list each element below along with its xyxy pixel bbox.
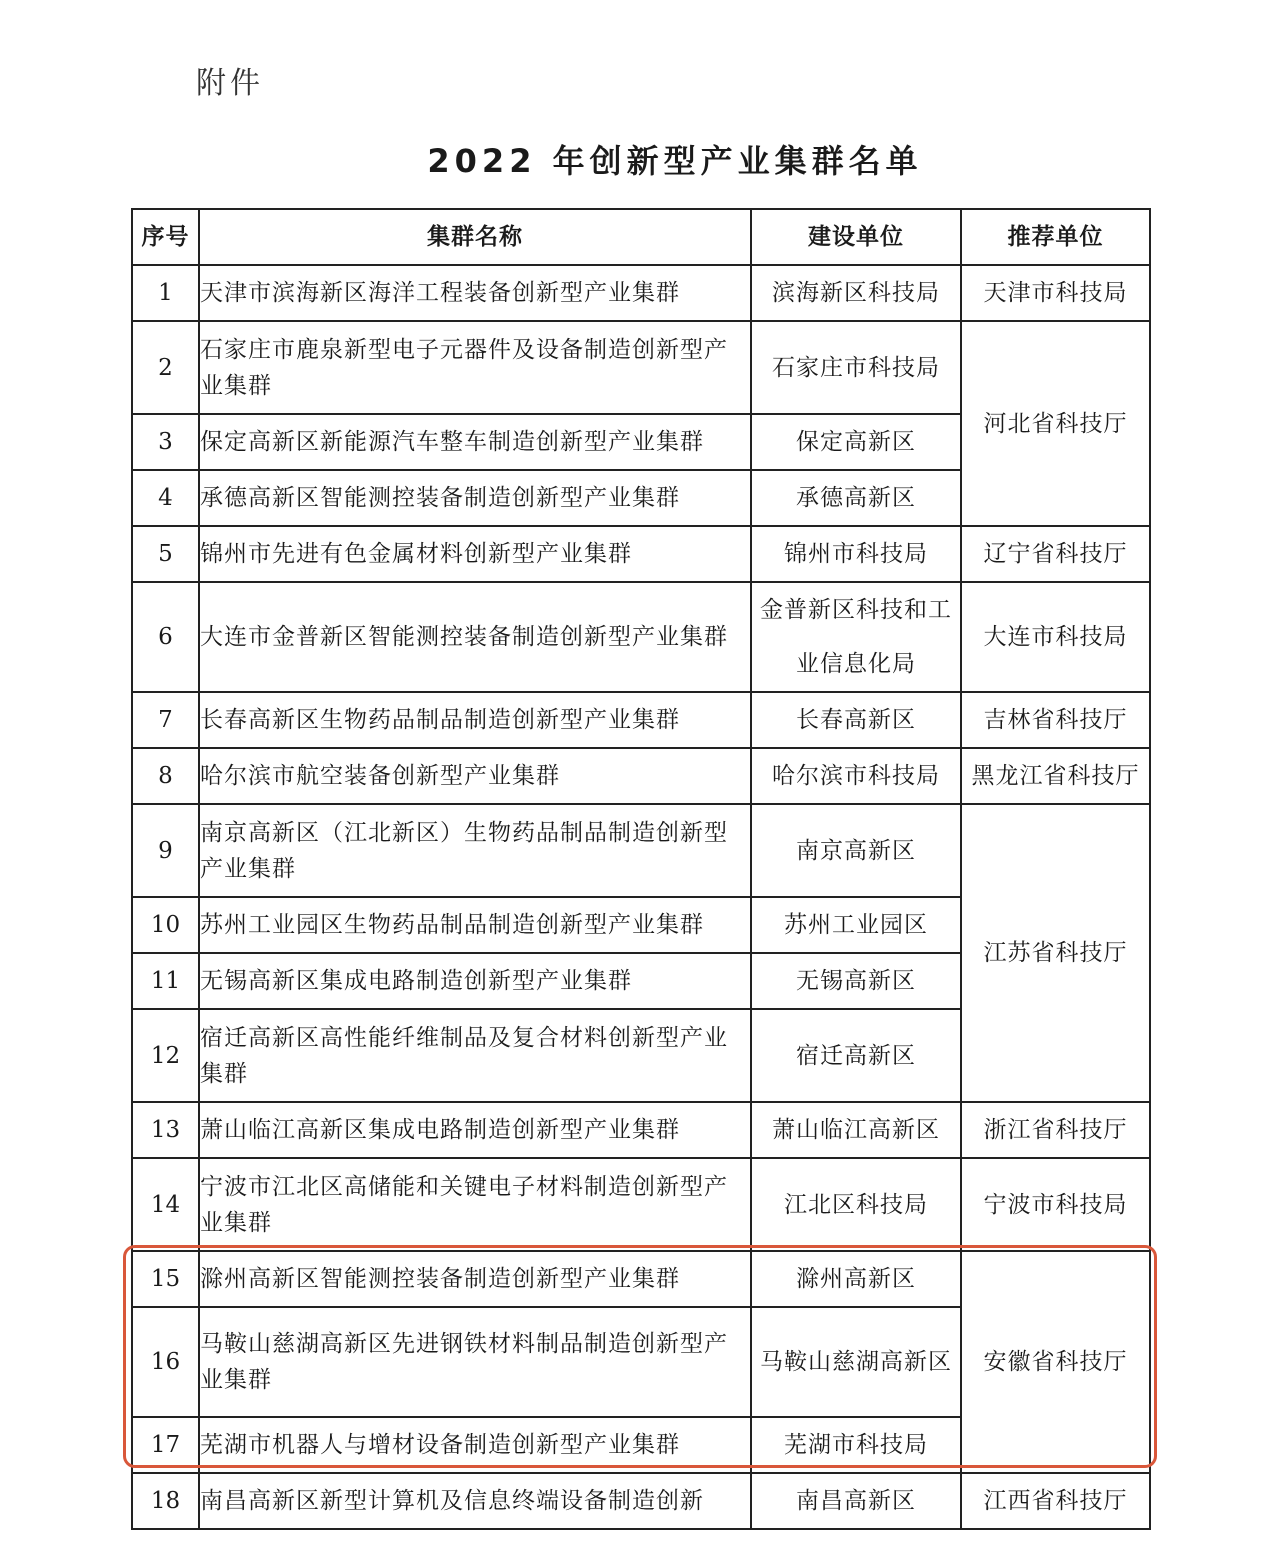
row-name: 无锡高新区集成电路制造创新型产业集群 — [199, 953, 751, 1009]
row-seq: 4 — [132, 470, 199, 526]
row-builder: 苏州工业园区 — [751, 897, 961, 953]
table-row — [132, 1158, 1150, 1251]
table-row — [132, 265, 1150, 321]
row-seq: 16 — [132, 1307, 199, 1417]
row-name: 保定高新区新能源汽车整车制造创新型产业集群 — [199, 414, 751, 470]
row-name: 宿迁高新区高性能纤维制品及复合材料创新型产业集群 — [199, 1009, 751, 1102]
row-seq: 2 — [132, 321, 199, 414]
header-recommender: 推荐单位 — [961, 209, 1150, 265]
row-seq: 11 — [132, 953, 199, 1009]
row-builder: 哈尔滨市科技局 — [751, 748, 961, 804]
row-seq: 15 — [132, 1251, 199, 1307]
table-header-row — [132, 209, 1150, 265]
row-builder: 南昌高新区 — [751, 1473, 961, 1529]
row-seq: 10 — [132, 897, 199, 953]
row-recommender: 安徽省科技厅 — [961, 1251, 1150, 1473]
row-recommender: 大连市科技局 — [961, 582, 1150, 692]
attachment-label: 附件 — [196, 66, 264, 101]
row-recommender: 宁波市科技局 — [961, 1158, 1150, 1251]
row-name: 宁波市江北区高储能和关键电子材料制造创新型产业集群 — [199, 1158, 751, 1251]
table-row — [132, 692, 1150, 748]
row-recommender: 浙江省科技厅 — [961, 1102, 1150, 1158]
table-row — [132, 804, 1150, 897]
row-builder: 承德高新区 — [751, 470, 961, 526]
table-row — [132, 748, 1150, 804]
row-builder: 萧山临江高新区 — [751, 1102, 961, 1158]
row-builder: 宿迁高新区 — [751, 1009, 961, 1102]
row-seq: 1 — [132, 265, 199, 321]
row-recommender: 吉林省科技厅 — [961, 692, 1150, 748]
row-name: 锦州市先进有色金属材料创新型产业集群 — [199, 526, 751, 582]
row-seq: 12 — [132, 1009, 199, 1102]
row-builder: 无锡高新区 — [751, 953, 961, 1009]
row-name: 南昌高新区新型计算机及信息终端设备制造创新 — [199, 1473, 751, 1529]
table-row — [132, 321, 1150, 414]
row-builder: 石家庄市科技局 — [751, 321, 961, 414]
row-seq: 3 — [132, 414, 199, 470]
row-recommender: 河北省科技厅 — [961, 321, 1150, 526]
row-seq: 8 — [132, 748, 199, 804]
row-recommender: 辽宁省科技厅 — [961, 526, 1150, 582]
row-name: 天津市滨海新区海洋工程装备创新型产业集群 — [199, 265, 751, 321]
row-recommender: 天津市科技局 — [961, 265, 1150, 321]
row-seq: 7 — [132, 692, 199, 748]
row-seq: 5 — [132, 526, 199, 582]
row-builder: 锦州市科技局 — [751, 526, 961, 582]
table-row — [132, 1473, 1150, 1529]
row-builder: 金普新区科技和工业信息化局 — [751, 582, 961, 692]
row-seq: 6 — [132, 582, 199, 692]
row-name: 滁州高新区智能测控装备制造创新型产业集群 — [199, 1251, 751, 1307]
row-builder: 芜湖市科技局 — [751, 1417, 961, 1473]
row-seq: 13 — [132, 1102, 199, 1158]
row-seq: 18 — [132, 1473, 199, 1529]
row-name: 大连市金普新区智能测控装备制造创新型产业集群 — [199, 582, 751, 692]
table-row — [132, 582, 1150, 692]
row-seq: 17 — [132, 1417, 199, 1473]
row-builder: 马鞍山慈湖高新区 — [751, 1307, 961, 1417]
row-builder: 江北区科技局 — [751, 1158, 961, 1251]
row-name: 苏州工业园区生物药品制品制造创新型产业集群 — [199, 897, 751, 953]
row-builder: 滨海新区科技局 — [751, 265, 961, 321]
row-builder: 长春高新区 — [751, 692, 961, 748]
row-name: 马鞍山慈湖高新区先进钢铁材料制品制造创新型产业集群 — [199, 1307, 751, 1417]
header-seq: 序号 — [132, 209, 199, 265]
header-name: 集群名称 — [199, 209, 751, 265]
row-recommender: 江苏省科技厅 — [961, 804, 1150, 1102]
table-row — [132, 526, 1150, 582]
row-name: 石家庄市鹿泉新型电子元器件及设备制造创新型产业集群 — [199, 321, 751, 414]
row-name: 芜湖市机器人与增材设备制造创新型产业集群 — [199, 1417, 751, 1473]
row-name: 承德高新区智能测控装备制造创新型产业集群 — [199, 470, 751, 526]
row-builder: 南京高新区 — [751, 804, 961, 897]
row-name: 哈尔滨市航空装备创新型产业集群 — [199, 748, 751, 804]
row-builder: 保定高新区 — [751, 414, 961, 470]
header-builder: 建设单位 — [751, 209, 961, 265]
row-seq: 14 — [132, 1158, 199, 1251]
row-name: 南京高新区（江北新区）生物药品制品制造创新型产业集群 — [199, 804, 751, 897]
row-builder: 滁州高新区 — [751, 1251, 961, 1307]
row-seq: 9 — [132, 804, 199, 897]
row-recommender: 江西省科技厅 — [961, 1473, 1150, 1529]
row-name: 长春高新区生物药品制品制造创新型产业集群 — [199, 692, 751, 748]
row-recommender: 黑龙江省科技厅 — [961, 748, 1150, 804]
table-row — [132, 1102, 1150, 1158]
row-name: 萧山临江高新区集成电路制造创新型产业集群 — [199, 1102, 751, 1158]
anhui-highlight-box — [123, 1245, 1157, 1468]
document-title: 2022 年创新型产业集群名单 — [427, 142, 923, 180]
